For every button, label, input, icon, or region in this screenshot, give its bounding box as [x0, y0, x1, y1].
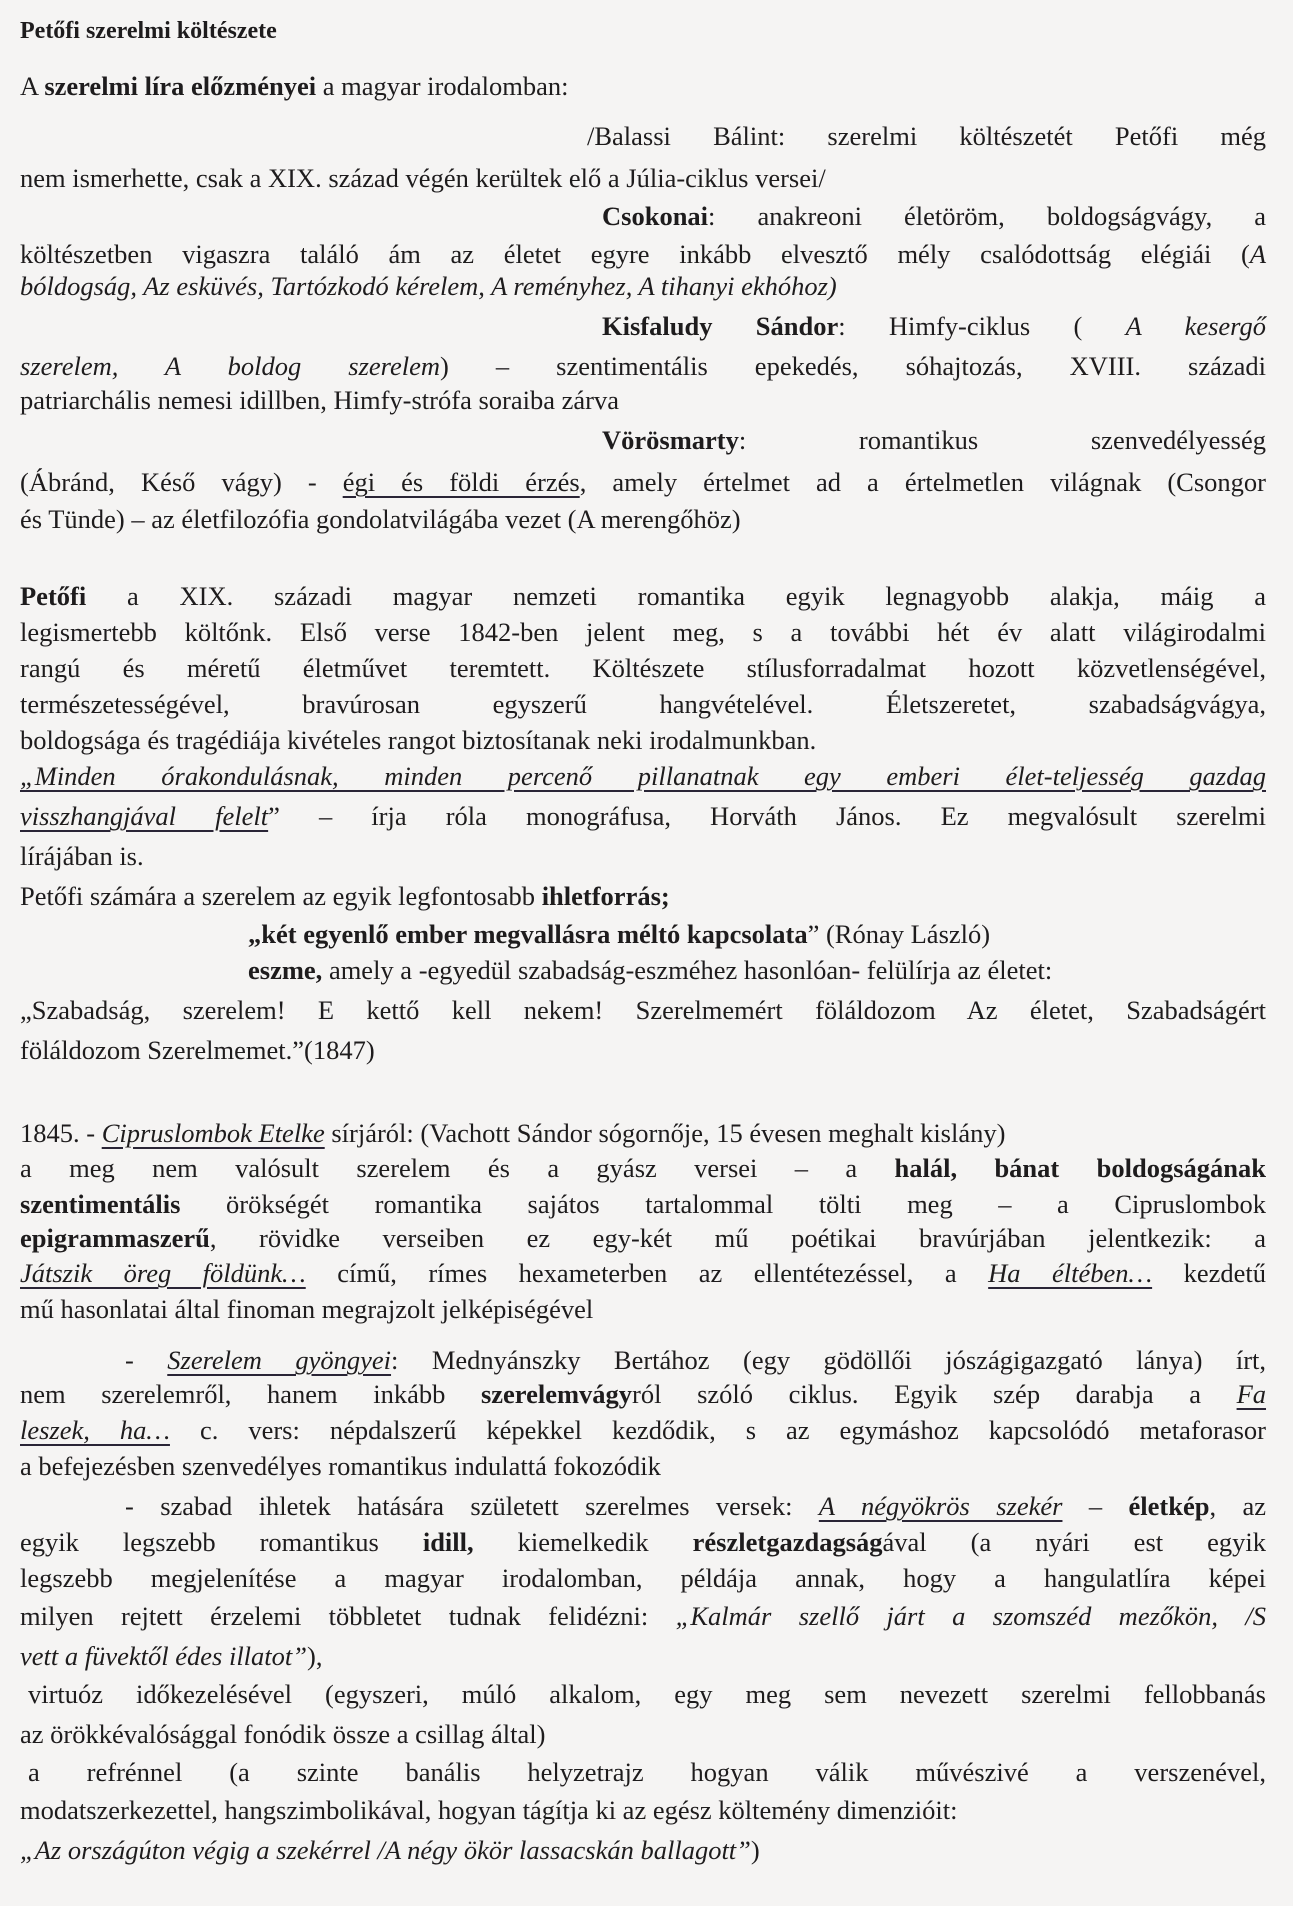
italic-text: „Kalmár szellő járt a szomszéd mezőkön, /S	[675, 1601, 1266, 1631]
italic-text: bóldogság, Az esküvés, Tartózkodó kérelem, A reményhez, A tihanyi ekhóhoz)	[20, 271, 837, 301]
text-line	[28, 1678, 1266, 1710]
text-line	[20, 1562, 1266, 1594]
text-run: boldogsága és tragédiája kivételes rangot biztosítanak neki irodalmunkban.	[20, 725, 817, 755]
text-line	[20, 800, 1266, 832]
text-run: : Himfy-ciklus (	[838, 311, 1126, 341]
text-run: ról szóló ciklus. Egyik szép darabja a	[632, 1379, 1237, 1409]
text-run: - szabad ihletek hatására született szerelmes versek:	[125, 1491, 819, 1521]
text-line	[20, 503, 1266, 535]
text-line	[602, 424, 1266, 456]
text-line	[20, 880, 1266, 912]
underlined-reference: Szerelem gyöngyei	[167, 1345, 392, 1375]
text-line	[20, 1378, 1266, 1410]
text-line	[28, 1756, 1266, 1788]
text-line	[20, 1450, 1266, 1482]
text-line	[20, 1188, 1266, 1220]
text-line	[20, 760, 1266, 792]
text-run: a meg nem valósult szerelem és a gyász versei – a	[20, 1153, 895, 1183]
text-line	[20, 350, 1266, 382]
text-line	[20, 1600, 1266, 1632]
text-line	[20, 1526, 1266, 1558]
bold-term: ihletforrás;	[541, 881, 670, 911]
text-line	[20, 1257, 1266, 1289]
text-line	[20, 652, 1266, 684]
text-run: kezdetű	[1152, 1258, 1266, 1288]
underlined-reference: leszek, ha…	[20, 1415, 170, 1445]
text-run: örökségét romantika sajátos tartalommal tölti meg – a Cipruslombok	[180, 1189, 1266, 1219]
underlined-reference: „Minden órakondulásnak, minden percenő pillanatnak egy emberi élet-teljesség gazdag	[20, 761, 1266, 791]
bold-term: idill,	[422, 1527, 474, 1557]
text-run: rangú és méretű életművet teremtett. Költészete stílusforradalmat hozott közvetlenségével,	[20, 653, 1266, 683]
text-line	[248, 954, 1266, 986]
text-line	[602, 310, 1266, 342]
text-run: -	[125, 1345, 168, 1375]
text-run: kiemelkedik	[473, 1527, 693, 1557]
italic-text: „Az országúton végig a szekérrel /A négy ökör lassacskán ballagott”	[20, 1835, 751, 1865]
text-run: nem szerelemről, hanem inkább	[20, 1379, 481, 1409]
text-line	[20, 238, 1266, 270]
bold-term: Csokonai	[602, 201, 709, 231]
text-line	[587, 120, 1266, 152]
text-run: az örökkévalósággal fonódik össze a csillag által)	[20, 1719, 546, 1749]
bold-term: halál, bánat boldogságának	[894, 1153, 1266, 1183]
bold-term: epigrammaszerű	[20, 1223, 210, 1253]
text-line	[20, 384, 1266, 416]
text-run: A	[20, 71, 45, 101]
text-line	[248, 918, 1266, 950]
text-run: című, rímes hexameterben az ellentétezéssel, a	[305, 1258, 989, 1288]
text-run: a XIX. századi magyar nemzeti romantika egyik legnagyobb alakja, máig a	[86, 581, 1266, 611]
text-line	[20, 1152, 1266, 1184]
italic-text: A	[1249, 239, 1266, 269]
text-run: a befejezésben szenvedélyes romantikus indulattá fokozódik	[20, 1451, 661, 1481]
text-run: amely a -egyedül szabadság-eszméhez hasonlóan- felülírja az életet:	[322, 955, 1053, 985]
text-line	[20, 1794, 1266, 1826]
bold-term: „két egyenlő ember megvallásra méltó kapcsolata	[248, 919, 808, 949]
text-run: és Tünde) – az életfilozófia gondolatvilágába vezet (A merengőhöz)	[20, 504, 741, 534]
text-run: milyen rejtett érzelemi többletet tudnak felidézni:	[20, 1601, 676, 1631]
underlined-reference: Fa	[1236, 1379, 1267, 1409]
text-run: egyik legszebb romantikus	[20, 1527, 423, 1557]
text-line	[20, 1034, 1266, 1066]
italic-text: vett a füvektől édes illatot”	[20, 1641, 308, 1671]
text-line	[20, 580, 1266, 612]
text-line	[125, 1344, 1266, 1376]
italic-text: A kesergő	[1125, 311, 1266, 341]
underlined-reference: Játszik öreg földünk…	[20, 1258, 306, 1288]
bold-term: Petőfi szerelmi költészete	[20, 18, 277, 44]
text-run: : romantikus szenvedélyesség	[738, 425, 1266, 455]
text-run: legismertebb költőnk. Első verse 1842-ben jelent meg, s a további hét év alatt világirodalmi	[20, 617, 1266, 647]
text-run: ) – szentimentális epekedés, sóhajtozás, XVIII. századi	[440, 351, 1266, 381]
text-run: ),	[307, 1641, 323, 1671]
text-run: „Szabadság, szerelem! E kettő kell nekem! Szerelmemért föláldozom Az életet, Szabadságért	[20, 995, 1266, 1025]
bold-term: szerelmi líra előzményei	[44, 71, 317, 101]
text-line	[20, 1414, 1266, 1446]
underlined-reference: A négyökrös szekér	[818, 1491, 1063, 1521]
bold-term: eszme,	[248, 955, 323, 985]
underlined-reference: Cipruslombok Etelke	[101, 1118, 325, 1148]
text-run: , amely értelmet ad a értelmetlen világnak (Csongor	[579, 467, 1266, 497]
document-title	[20, 15, 1266, 47]
text-run: költészetben vigaszra találó ám az életet egyre inkább elvesztő mély csalódottság elégiái (	[20, 239, 1250, 269]
text-run: patriarchális nemesi idillben, Himfy-strófa soraiba zárva	[20, 385, 619, 415]
text-line	[20, 162, 1266, 194]
text-run: a magyar irodalomban:	[316, 71, 569, 101]
italic-text: szerelem, A boldog szerelem	[20, 351, 441, 381]
text-run: föláldozom Szerelmemet.”(1847)	[20, 1035, 375, 1065]
text-line	[20, 840, 1266, 872]
text-run: )	[750, 1835, 760, 1865]
text-line	[20, 724, 1266, 756]
text-run: nem ismerhette, csak a XIX. század végén kerültek elő a Júlia-ciklus versei/	[20, 163, 826, 193]
text-line	[20, 1222, 1266, 1254]
text-line	[20, 1718, 1266, 1750]
text-line	[20, 70, 1266, 102]
bold-term: részletgazdagság	[692, 1527, 883, 1557]
underlined-reference: visszhangjával felelt	[20, 801, 269, 831]
text-run: virtuóz időkezelésével (egyszeri, múló alkalom, egy meg sem nevezett szerelmi fellobbanás	[28, 1679, 1266, 1709]
text-run: sírjáról: (Vachott Sándor sógornője, 15 évesen meghalt kislány)	[324, 1118, 1006, 1148]
text-run: Petőfi számára a szerelem az egyik legfontosabb	[20, 881, 542, 911]
text-run: –	[1062, 1491, 1129, 1521]
underlined-reference: égi és földi érzés	[342, 467, 580, 497]
text-line	[20, 1293, 1266, 1325]
text-run: , rövidke verseiben ez egy-két mű poétikai bravúrjában jelentkezik: a	[209, 1223, 1266, 1253]
bold-term: Kisfaludy Sándor	[602, 311, 839, 341]
text-run: 1845. -	[20, 1118, 102, 1148]
text-line	[20, 1834, 1266, 1866]
text-line	[20, 994, 1266, 1026]
text-line	[20, 270, 1266, 302]
text-run: c. vers: népdalszerű képekkel kezdődik, s az egymáshoz kapcsolódó metaforasor	[169, 1415, 1266, 1445]
text-line	[20, 1640, 1266, 1672]
bold-term: szerelemvágy	[480, 1379, 633, 1409]
bold-term: Vörösmarty	[602, 425, 739, 455]
text-run: /Balassi Bálint: szerelmi költészetét Petőfi még	[587, 121, 1266, 151]
text-line	[602, 200, 1266, 232]
text-line	[20, 616, 1266, 648]
text-run: : anakreoni életöröm, boldogságvágy, a	[708, 201, 1266, 231]
text-line	[20, 688, 1266, 720]
text-run: modatszerkezettel, hangszimbolikával, hogyan tágítja ki az egész költemény dimenzióit:	[20, 1795, 958, 1825]
text-run: ” (Rónay László)	[807, 919, 991, 949]
text-line	[125, 1490, 1266, 1522]
text-line	[20, 466, 1266, 498]
text-run: ” – írja róla monográfusa, Horváth János. Ez megvalósult szerelmi	[268, 801, 1267, 831]
text-run: , az	[1209, 1491, 1266, 1521]
text-run: mű hasonlatai által finoman megrajzolt jelképiségével	[20, 1294, 594, 1324]
text-run: lírájában is.	[20, 841, 144, 871]
bold-term: Petőfi	[20, 581, 87, 611]
bold-term: életkép	[1128, 1491, 1210, 1521]
underlined-reference: Ha éltében…	[988, 1258, 1153, 1288]
text-run: természetességével, bravúrosan egyszerű hangvételével. Életszeretet, szabadságvágya,	[20, 689, 1266, 719]
text-run: legszebb megjelenítése a magyar irodalomban, példája annak, hogy a hangulatlíra képei	[20, 1563, 1266, 1593]
text-run: ával (a nyári est egyik	[882, 1527, 1266, 1557]
bold-term: szentimentális	[20, 1189, 181, 1219]
text-run: a refrénnel (a szinte banális helyzetrajz hogyan válik művészivé a verszenével,	[28, 1757, 1266, 1787]
text-line	[20, 1117, 1266, 1149]
text-run: : Mednyánszky Bertához (egy gödöllői jószágigazgató lánya) írt,	[391, 1345, 1267, 1375]
text-run: (Ábránd, Késő vágy) -	[20, 467, 343, 497]
